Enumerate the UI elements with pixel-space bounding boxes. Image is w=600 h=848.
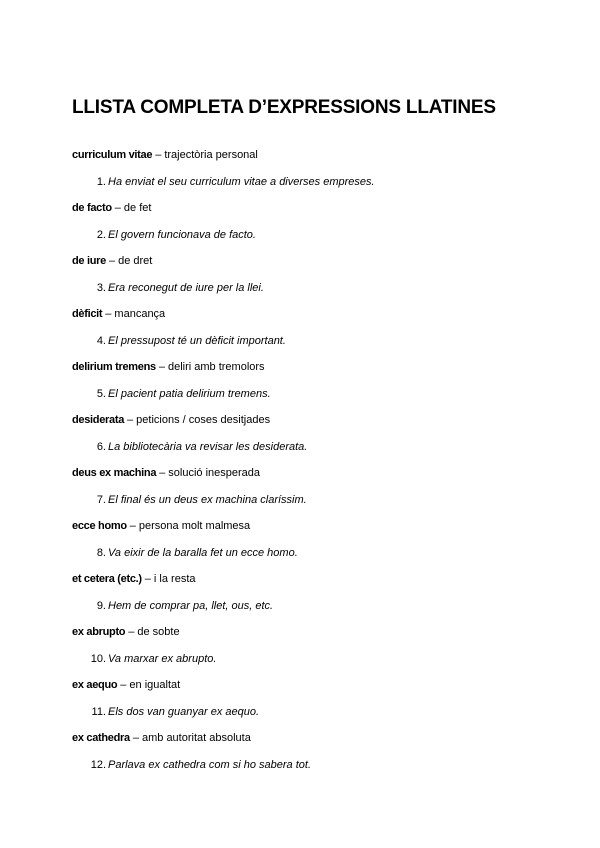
dash-separator: –: [129, 520, 136, 532]
example-sentence: Va eixir de la baralla fet un ecce homo.: [108, 547, 298, 559]
example-sentence: El pacient patia delirium tremens.: [108, 388, 271, 400]
definition-line: [72, 625, 540, 639]
example-sentence: Va marxar ex abrupto.: [108, 653, 217, 665]
expression-list: [72, 148, 540, 772]
definition-line: [72, 201, 540, 215]
latin-term: ex aequo: [72, 679, 118, 691]
example-line: [72, 387, 540, 401]
example-line: [72, 228, 540, 242]
list-item: [72, 413, 540, 454]
list-item: [72, 625, 540, 666]
list-item: [72, 307, 540, 348]
list-item: [72, 572, 540, 613]
latin-term: ecce homo: [72, 520, 127, 532]
term-meaning: solució inesperada: [168, 467, 261, 479]
latin-term: deus ex machina: [72, 467, 157, 479]
list-item: [72, 360, 540, 401]
dash-separator: –: [132, 732, 139, 744]
definition-line: [72, 572, 540, 586]
example-sentence: El final és un deus ex machina claríssim.: [108, 494, 307, 506]
example-number: 4.: [96, 335, 106, 347]
term-meaning: de dret: [118, 255, 153, 267]
example-line: [72, 493, 540, 507]
term-meaning: deliri amb tremolors: [167, 361, 265, 373]
dash-separator: –: [108, 255, 116, 267]
list-item: [72, 731, 540, 772]
dash-separator: –: [128, 626, 135, 638]
dash-separator: –: [120, 679, 127, 691]
latin-term: dèficit: [72, 308, 103, 320]
term-meaning: trajectòria personal: [164, 149, 258, 161]
example-number: 5.: [96, 388, 106, 400]
example-number: 7.: [96, 494, 106, 506]
definition-line: [72, 360, 540, 374]
definition-line: [72, 307, 540, 321]
example-line: [72, 705, 540, 719]
definition-line: [72, 148, 540, 162]
example-number: 11.: [91, 706, 106, 718]
term-meaning: de fet: [123, 202, 152, 214]
example-line: [72, 546, 540, 560]
list-item: [72, 519, 540, 560]
dash-separator: –: [114, 202, 121, 214]
example-number: 2.: [96, 229, 106, 241]
example-number: 10.: [90, 653, 106, 665]
term-meaning: en igualtat: [129, 679, 181, 691]
example-line: [72, 758, 540, 772]
definition-line: [72, 413, 540, 427]
example-line: [72, 334, 540, 348]
example-number: 8.: [96, 547, 106, 559]
latin-term: de facto: [72, 202, 112, 214]
dash-separator: –: [155, 149, 162, 161]
example-sentence: El govern funcionava de facto.: [108, 229, 256, 241]
list-item: [72, 254, 540, 295]
latin-term: de iure: [72, 255, 106, 267]
latin-term: delirium tremens: [72, 361, 156, 373]
list-item: [72, 678, 540, 719]
term-meaning: amb autoritat absoluta: [141, 732, 251, 744]
term-meaning: persona molt malmesa: [138, 520, 251, 532]
latin-term: desiderata: [72, 414, 125, 426]
example-number: 9.: [96, 600, 106, 612]
example-line: [72, 652, 540, 666]
dash-separator: –: [105, 308, 112, 320]
example-line: [72, 440, 540, 454]
term-meaning: i la resta: [153, 573, 196, 585]
example-sentence: El pressupost té un dèficit important.: [108, 335, 286, 347]
example-sentence: Hem de comprar pa, llet, ous, etc.: [108, 600, 274, 612]
term-meaning: mancança: [114, 308, 166, 320]
dash-separator: –: [127, 414, 134, 426]
list-item: [72, 148, 540, 189]
definition-line: [72, 678, 540, 692]
example-number: 1.: [96, 176, 106, 188]
definition-line: [72, 519, 540, 533]
dash-separator: –: [158, 361, 165, 373]
definition-line: [72, 731, 540, 745]
dash-separator: –: [144, 573, 151, 585]
term-meaning: de sobte: [137, 626, 180, 638]
example-line: [72, 175, 540, 189]
example-line: [72, 281, 540, 295]
list-item: [72, 466, 540, 507]
example-number: 12.: [90, 759, 106, 771]
latin-term: curriculum vitae: [72, 149, 153, 161]
example-line: [72, 599, 540, 613]
list-item: [72, 201, 540, 242]
example-sentence: La bibliotecària va revisar les desiderata.: [108, 441, 308, 453]
term-meaning: peticions / coses desitjades: [136, 414, 271, 426]
latin-term: et cetera (etc.): [72, 573, 142, 585]
dash-separator: –: [159, 467, 166, 479]
example-sentence: Els dos van guanyar ex aequo.: [108, 706, 260, 718]
example-sentence: Era reconegut de iure per la llei.: [108, 282, 264, 294]
example-number: 3.: [96, 282, 106, 294]
example-sentence: Parlava ex cathedra com si ho sabera tot.: [108, 759, 311, 771]
latin-term: ex cathedra: [72, 732, 130, 744]
example-number: 6.: [96, 441, 106, 453]
latin-term: ex abrupto: [72, 626, 126, 638]
definition-line: [72, 466, 540, 480]
page-title: LLISTA COMPLETA D’EXPRESSIONS LLATINES: [72, 97, 496, 118]
definition-line: [72, 254, 540, 268]
example-sentence: Ha enviat el seu curriculum vitae a diverses empreses.: [108, 176, 375, 188]
